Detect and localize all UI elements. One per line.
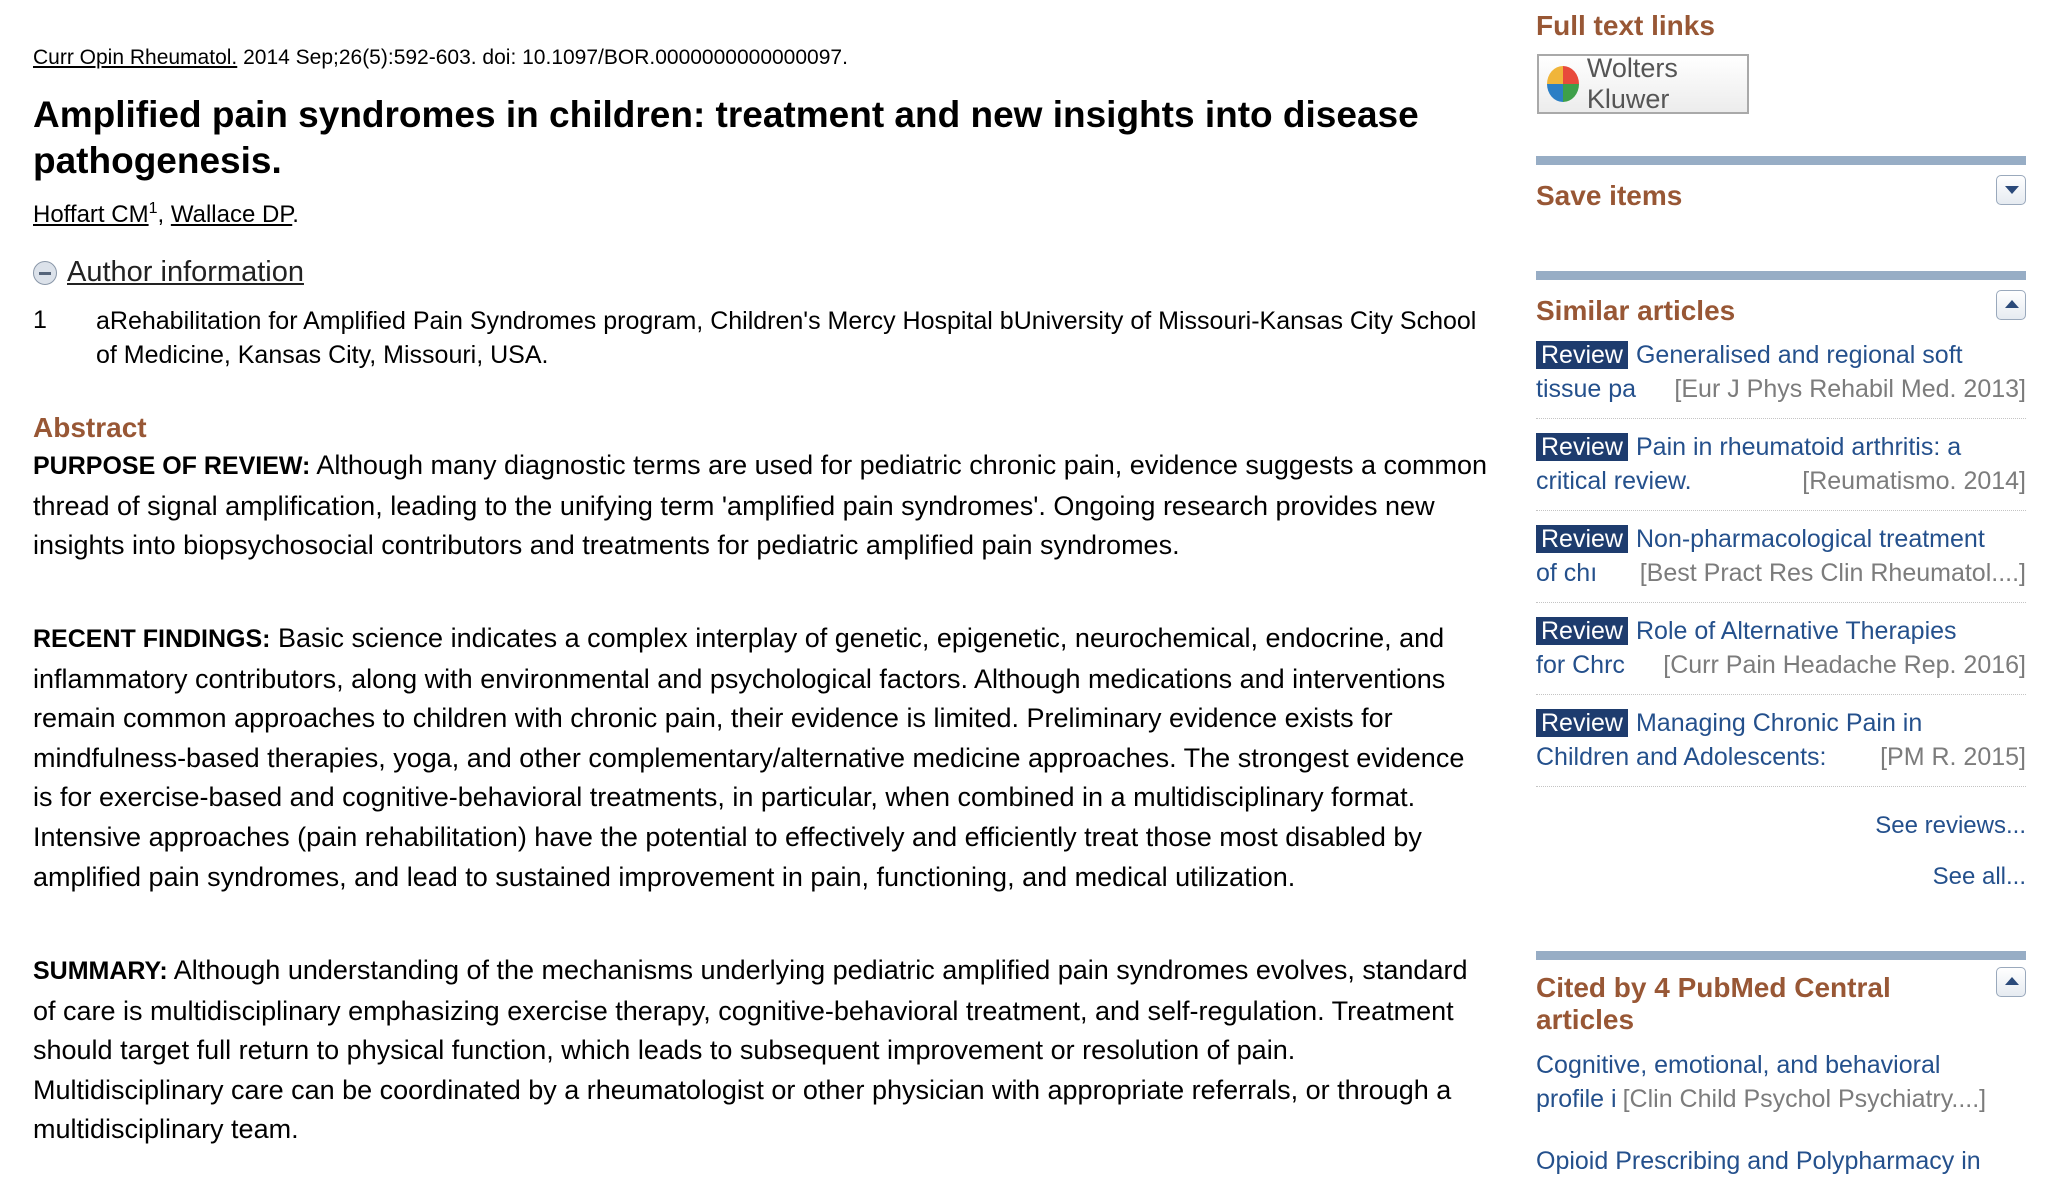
cited-article-item[interactable] [1536, 1144, 2026, 1178]
similar-article-title-link[interactable]: Generalised and regional soft [1635, 341, 1963, 369]
similar-article-title-link[interactable]: Role of Alternative Therapies [1635, 617, 1957, 645]
cited-article-item[interactable] [1536, 1048, 2026, 1116]
similar-article-source: [Best Pract Res Clin Rheumatol....] [1639, 559, 2026, 587]
author-link[interactable]: Wallace DP [170, 201, 293, 228]
similar-article-line2 [1536, 372, 2026, 406]
full-text-links-heading: Full text links [1536, 10, 1715, 41]
abstract-section-findings [33, 619, 1488, 897]
similar-article-line2 [1536, 648, 2026, 682]
similar-articles-heading: Similar articles [1536, 295, 1736, 326]
similar-article-item[interactable] [1536, 706, 2026, 787]
section-label: SUMMARY: [33, 957, 168, 985]
similar-article-line2 [1536, 740, 2026, 774]
author-information-label[interactable]: Author information [67, 256, 304, 288]
similar-article-title-continued[interactable]: Children and Adolescents: [1536, 743, 1827, 771]
abstract-heading: Abstract [33, 412, 147, 443]
similar-article-item[interactable] [1536, 338, 2026, 419]
author-affiliation-sup: 1 [148, 200, 158, 217]
similar-article-line2 [1536, 464, 2026, 498]
similar-article-title-link[interactable]: Pain in rheumatoid arthritis: a [1635, 433, 1962, 461]
similar-article-title-link[interactable]: Managing Chronic Pain in [1635, 709, 1923, 737]
similar-article-line2 [1536, 556, 2026, 590]
similar-articles-toggle[interactable] [1996, 290, 2026, 320]
cited-by-toggle[interactable] [1996, 967, 2026, 997]
similar-article-source: [Curr Pain Headache Rep. 2016] [1663, 651, 2026, 679]
journal-link[interactable]: Curr Opin Rheumatol. [33, 46, 238, 69]
cited-article-title-link[interactable]: Opioid Prescribing and Polypharmacy in [1536, 1147, 1981, 1175]
see-reviews-link[interactable]: See reviews... [1875, 812, 2026, 839]
citation-line [33, 46, 848, 70]
abstract-section-summary [33, 951, 1488, 1150]
publisher-link-button[interactable] [1537, 54, 1749, 114]
section-label: PURPOSE OF REVIEW: [33, 452, 311, 480]
cited-article-title-continued[interactable]: profile i [1536, 1085, 1617, 1113]
similar-article-line1 [1536, 430, 2026, 464]
cited-article-title-link[interactable]: Cognitive, emotional, and behavioral [1536, 1051, 1941, 1079]
similar-article-title-link[interactable]: Non-pharmacological treatment [1635, 525, 1985, 553]
section-text: Although many diagnostic terms are used for pediatric chronic pain, evidence suggests a common thread of signal amplification, leading to the unifying term 'amplified pain syndromes'. Ongoing research provides new insights into biopsychosocial contributors and treatments for pediatric amplified pain syndromes. [33, 450, 1487, 561]
cited-by-heading: Cited by 4 PubMed Central articles [1536, 972, 1891, 1035]
save-items-heading[interactable]: Save items [1536, 180, 1683, 211]
review-badge: Review [1536, 433, 1628, 461]
similar-article-line1 [1536, 614, 2026, 648]
abstract-section-purpose [33, 446, 1488, 566]
author-link[interactable]: Hoffart CM [33, 201, 149, 228]
similar-article-item[interactable] [1536, 614, 2026, 695]
similar-article-title-continued[interactable]: critical review. [1536, 467, 1692, 495]
cited-article-line2 [1536, 1082, 2026, 1116]
similar-article-item[interactable] [1536, 522, 2026, 603]
chevron-down-icon [2005, 186, 2019, 194]
citation-details: 2014 Sep;26(5):592-603. doi: 10.1097/BOR.0000000000000097. [237, 46, 848, 69]
affiliation-text: aRehabilitation for Amplified Pain Syndromes program, Children's Mercy Hospital bUniversity of Missouri-Kansas City School of Medicine, Kansas City, Missouri, USA. [96, 307, 1477, 369]
similar-article-source: [PM R. 2015] [1880, 743, 2026, 771]
chevron-up-icon [2005, 300, 2019, 308]
see-all-link[interactable]: See all... [1932, 863, 2026, 890]
chevron-up-icon [2005, 977, 2019, 985]
section-divider-bar [1536, 156, 2026, 165]
section-text: Basic science indicates a complex interplay of genetic, epigenetic, neurochemical, endocrine, and inflammatory contributors, along with environmental and psychological factors. Although medications and interventions remain common approaches to children with chronic pain, their evidence is limited. Preliminary evidence exists for mindfulness-based therapies, yoga, and other complementary/alternative medicine approaches. The strongest evidence is for exercise-based and cognitive-behavioral treatments, in particular, when combined in a multidisciplinary format. Intensive approaches (pain rehabilitation) have the potential to effectively and efficiently treat those most disabled by amplified pain syndromes, and lead to sustained improvement in pain, functioning, and medical utilization. [33, 623, 1465, 892]
similar-article-item[interactable] [1536, 430, 2026, 511]
similar-article-source: [Eur J Phys Rehabil Med. 2013] [1674, 375, 2026, 403]
section-divider-bar [1536, 951, 2026, 960]
review-badge: Review [1536, 709, 1628, 737]
author-end: . [292, 201, 299, 228]
similar-article-source: [Reumatismo. 2014] [1802, 467, 2026, 495]
review-badge: Review [1536, 525, 1628, 553]
similar-article-title-continued[interactable]: for Chrc [1536, 651, 1625, 679]
article-title: Amplified pain syndromes in children: treatment and new insights into disease pathogenesis. [33, 94, 1419, 181]
collapse-minus-icon[interactable] [33, 261, 57, 285]
review-badge: Review [1536, 341, 1628, 369]
section-text: Although understanding of the mechanisms underlying pediatric amplified pain syndromes evolves, standard of care is multidisciplinary emphasizing exercise therapy, cognitive-behavioral treatment, and self-regulation. Treatment should target full return to physical function, which leads to subsequent improvement or resolution of pain. Multidisciplinary care can be coordinated by a rheumatologist or other physician with appropriate referrals, or through a multidisciplinary team. [33, 955, 1468, 1145]
review-badge: Review [1536, 617, 1628, 645]
author-information-toggle[interactable] [33, 256, 304, 289]
section-divider-bar [1536, 271, 2026, 280]
similar-article-line1 [1536, 706, 2026, 740]
section-label: RECENT FINDINGS: [33, 625, 271, 653]
similar-article-line1 [1536, 522, 2026, 556]
save-items-toggle[interactable] [1996, 175, 2026, 205]
author-list [33, 200, 299, 229]
similar-article-title-continued[interactable]: of chı [1536, 559, 1598, 587]
author-separator: , [157, 201, 171, 228]
wolters-kluwer-logo [1547, 66, 1579, 102]
affiliation-number: 1 [33, 306, 47, 334]
similar-article-title-continued[interactable]: tissue pa [1536, 375, 1637, 403]
publisher-name: Wolters Kluwer [1586, 53, 1678, 114]
cited-article-source: [Clin Child Psychol Psychiatry....] [1622, 1085, 1987, 1113]
similar-article-line1 [1536, 338, 2026, 372]
